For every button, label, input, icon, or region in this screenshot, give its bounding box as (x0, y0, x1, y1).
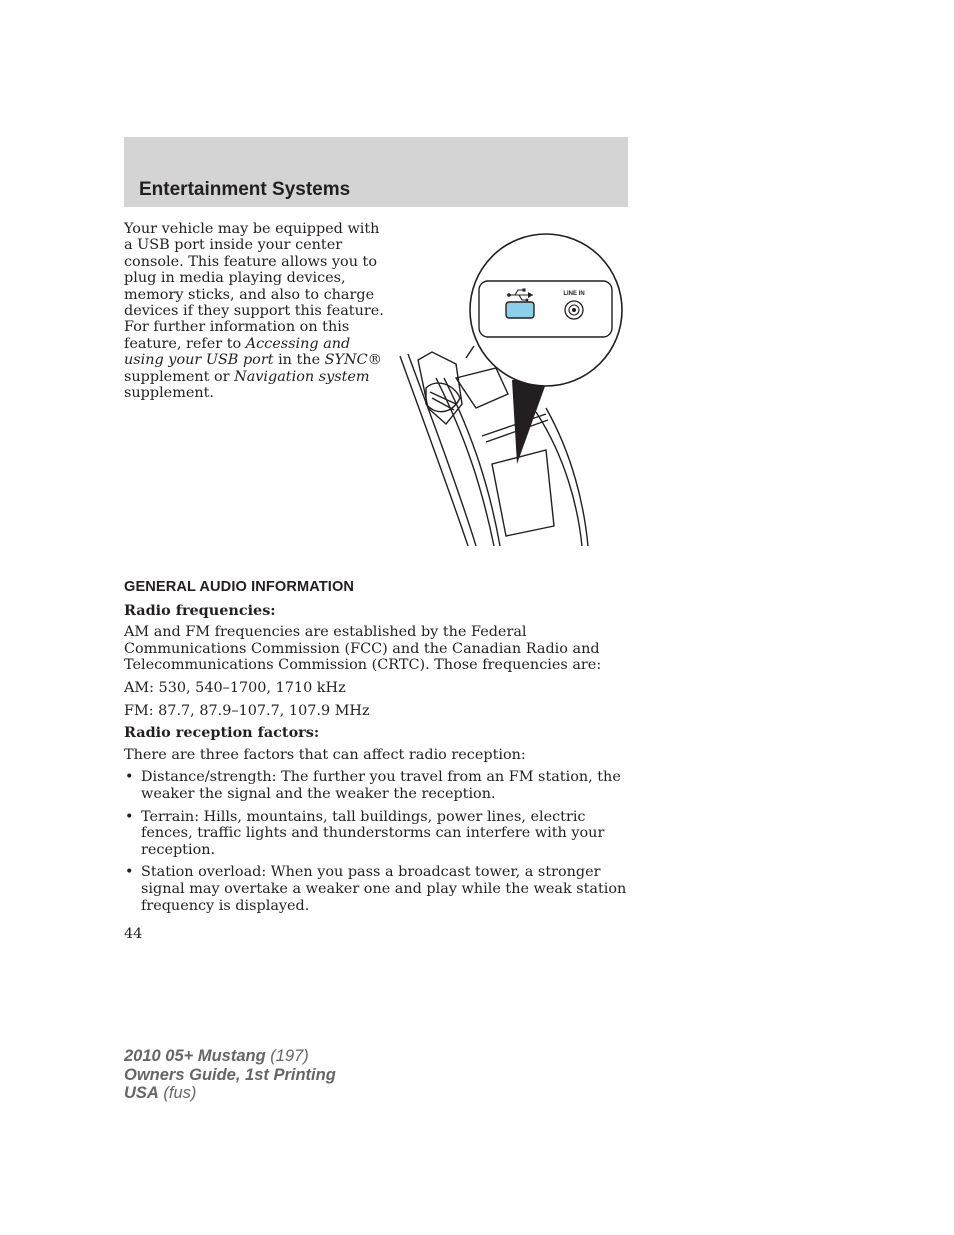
intro-text-3: supplement or (124, 368, 235, 385)
reception-intro: There are three factors that can affect radio reception: (124, 746, 526, 763)
general-audio-section (124, 579, 628, 920)
am-frequencies: AM: 530, 540–1700, 1710 kHz (124, 679, 346, 696)
list-item (124, 809, 628, 859)
frequencies-body: AM and FM frequencies are established by the Federal Communications Commission (FCC) and the Canadian Radio and Telecommunications Commission (CRTC). Those frequencies are: (124, 624, 602, 674)
page-title: Entertainment Systems (139, 179, 351, 200)
reception-heading: Radio reception factors: (124, 724, 320, 742)
document-footer (124, 1047, 336, 1103)
footer-market: USA (124, 1084, 159, 1102)
intro-text-2: in the (273, 352, 325, 369)
footer-model-code: (197) (265, 1047, 309, 1065)
intro-ref-navigation: Navigation system (234, 368, 370, 385)
reception-factors-list (124, 769, 628, 914)
bullet-icon: • (125, 769, 134, 786)
list-item (124, 864, 628, 914)
intro-paragraph (124, 221, 386, 401)
footer-edition: Owners Guide, 1st Printing (124, 1065, 336, 1084)
footer-line-3 (124, 1084, 336, 1103)
usb-port-illustration (396, 228, 628, 550)
list-item (124, 769, 628, 802)
intro-ref-sync: SYNC® (324, 352, 383, 369)
frequencies-heading: Radio frequencies: (124, 601, 276, 619)
line-in-label: LINE IN (563, 291, 585, 297)
usb-port (506, 302, 534, 318)
intro-ref-usb: Accessing and using your USB port (124, 335, 351, 369)
port-panel (479, 281, 612, 337)
intro-text-1: Your vehicle may be equipped with a USB port inside your center console. This feature allows you to plug in media playing devices, memory sticks, and also to charge devices if they support this feature. For further information on this feature, refer to (124, 221, 384, 352)
list-item-text: Terrain: Hills, mountains, tall buildings, power lines, electric fences, traffic lights and thunderstorms can interfere with your reception. (141, 808, 605, 858)
footer-market-code: (fus) (158, 1084, 197, 1102)
footer-line-1 (124, 1047, 336, 1066)
section-header-band (124, 137, 628, 207)
page-number: 44 (124, 926, 143, 942)
line-in-jack-icon (565, 301, 583, 319)
footer-model: 2010 05+ Mustang (124, 1047, 266, 1065)
footer-line-2 (124, 1066, 336, 1085)
fm-frequencies: FM: 87.7, 87.9–107.7, 107.9 MHz (124, 702, 370, 719)
list-item-text: Distance/strength: The further you travel from an FM station, the weaker the signal and the weaker the reception. (141, 769, 621, 802)
section-heading: GENERAL AUDIO INFORMATION (124, 579, 355, 595)
list-item-text: Station overload: When you pass a broadcast tower, a stronger signal may overtake a weaker one and play while the weak station frequency is displayed. (141, 864, 627, 914)
bullet-icon: • (125, 808, 134, 825)
intro-text-4: supplement. (124, 385, 214, 402)
bullet-icon: • (125, 864, 134, 881)
